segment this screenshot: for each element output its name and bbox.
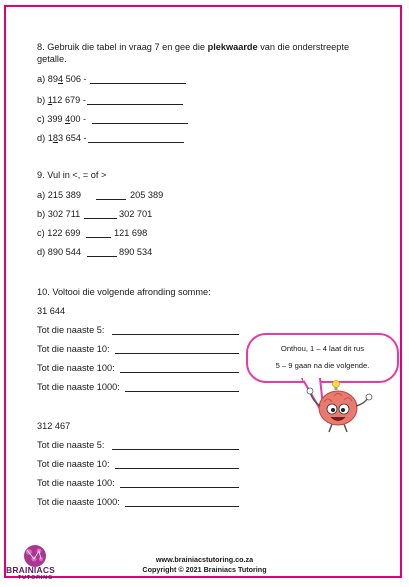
q10-b-answer-100[interactable] (120, 487, 239, 488)
q8-item-a: a) 894 506 - (37, 74, 87, 84)
q9-item-d-right: 890 534 (119, 247, 153, 257)
q10-b-label-10: Tot die naaste 10: (37, 459, 110, 469)
q8-answer-line-a[interactable] (90, 83, 186, 84)
q10-a-answer-1000[interactable] (125, 391, 239, 392)
q9-item-c-right: 121 698 (114, 228, 148, 238)
brain-mascot-icon (300, 378, 380, 438)
q9-answer-line-b[interactable] (84, 218, 117, 219)
q9-item-b-right: 302 701 (119, 209, 153, 219)
q8-title-line2: getalle. (37, 54, 67, 64)
q8-item-c: c) 399 400 - (37, 114, 87, 124)
q10-b-label-100: Tot die naaste 100: (37, 478, 115, 488)
q10-a-answer-5[interactable] (112, 334, 239, 335)
q10-a-label-5: Tot die naaste 5: (37, 325, 105, 335)
q8-title-post: van die onderstreepte (257, 42, 350, 52)
q8-title-bold: plekwaarde (207, 42, 258, 52)
q10-title: 10. Voltooi die volgende afronding somme: (37, 287, 211, 297)
q9-item-c-left: c) 122 699 (37, 228, 81, 238)
q10-a-label-10: Tot die naaste 10: (37, 344, 110, 354)
q8-title (37, 42, 349, 53)
q9-answer-line-d[interactable] (87, 256, 117, 257)
q9-item-d-left: d) 890 544 (37, 247, 81, 257)
q10-a-label-1000: Tot die naaste 1000: (37, 382, 120, 392)
q10-b-label-5: Tot die naaste 5: (37, 440, 105, 450)
q8-answer-line-c[interactable] (92, 123, 188, 124)
footer-website[interactable]: www.brainiacstutoring.co.za (155, 555, 254, 564)
q9-answer-line-a[interactable] (96, 199, 126, 200)
logo-name: BRAINIACS (6, 565, 56, 575)
q9-answer-line-c[interactable] (86, 237, 111, 238)
q10-a-answer-100[interactable] (120, 372, 239, 373)
q10-b-answer-5[interactable] (112, 449, 239, 450)
q9-title: 9. Vul in <, = of > (37, 170, 107, 180)
q10-a-answer-10[interactable] (115, 353, 239, 354)
q10-number-1: 31 644 (37, 306, 66, 316)
q8-item-b: b) 112 679 - (37, 95, 86, 105)
q10-a-label-100: Tot die naaste 100: (37, 363, 115, 373)
q8-item-d: d) 183 654 - (37, 133, 87, 143)
q8-title-pre: 8. Gebruik die tabel in vraag 7 en gee die (37, 42, 208, 52)
q8-answer-line-d[interactable] (88, 142, 184, 143)
hint-line-1: Onthou, 1 – 4 laat dit rus (280, 344, 365, 353)
q9-item-b-left: b) 302 711 (37, 209, 81, 219)
footer-copyright: Copyright © 2021 Brainiacs Tutoring (142, 565, 267, 574)
logo-sub: TUTORING (18, 575, 54, 581)
q9-item-a-left: a) 215 389 (37, 190, 81, 200)
q9-item-a-right: 205 389 (130, 190, 164, 200)
hint-line-2: 5 – 9 gaan na die volgende. (275, 361, 370, 370)
q10-b-answer-1000[interactable] (125, 506, 239, 507)
hint-speech-bubble (246, 333, 399, 383)
q10-number-2: 312 467 (37, 421, 71, 431)
q10-b-label-1000: Tot die naaste 1000: (37, 497, 120, 507)
q8-answer-line-b[interactable] (87, 104, 183, 105)
q10-b-answer-10[interactable] (115, 468, 239, 469)
